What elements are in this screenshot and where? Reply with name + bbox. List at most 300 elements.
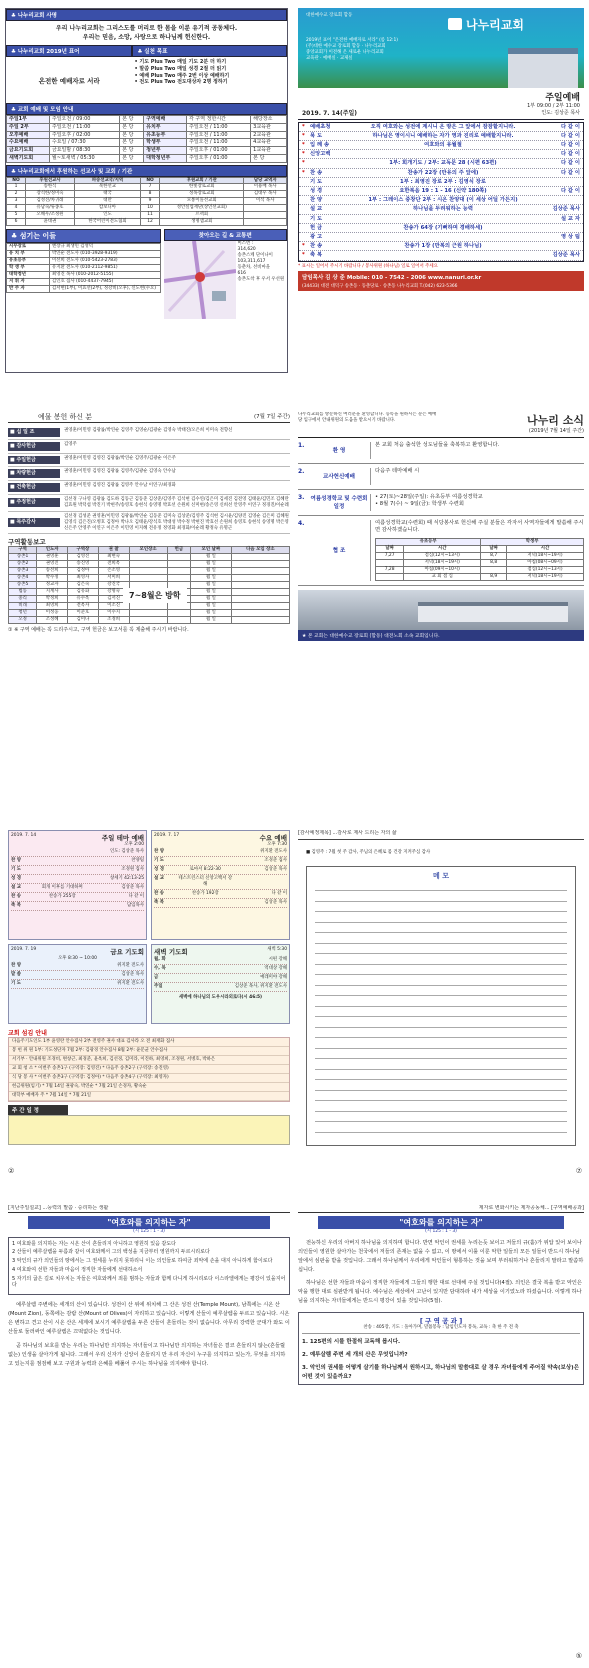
wednesday-box	[151, 830, 290, 940]
bus-line: 103,311,617	[237, 258, 266, 264]
goals-list	[132, 57, 287, 103]
missions-cell: 한빛장로교회	[160, 184, 244, 191]
sunday-date: 2019. 7. 14	[11, 833, 37, 838]
banner-text	[306, 38, 398, 62]
order-item: 기 도	[310, 215, 323, 222]
order-leader: 다 같 이	[560, 141, 580, 148]
missions-cell: 이용배 목사	[244, 184, 287, 191]
worship-cell: 주일1부	[7, 116, 50, 124]
questions-title: [ 구 역 공 과 ]	[419, 1317, 463, 1326]
order-leader: 다 같 이	[560, 123, 580, 130]
worship-cell: 주일오후 / 02:00	[49, 131, 119, 139]
offering-names: 권영훈/이민영 김영진 김광률/박연순 김영주/김광순 이은주	[64, 455, 176, 461]
gu-cell	[231, 582, 289, 589]
service-row	[154, 866, 287, 875]
missions-header-row	[7, 177, 287, 184]
worship-cell: 본 당	[120, 116, 144, 124]
gu-cell: 송촌1	[9, 554, 37, 561]
worship-cell: 본 당	[251, 154, 287, 162]
worship-order-row	[299, 141, 583, 150]
gu-footnote: ① ※ 구역 예배는 꼭 드리주시고, 구역 헌금은 보고서를 꼭 제출해 주시기 바랍니다.	[8, 626, 189, 633]
order-item: 예배초청	[310, 123, 331, 130]
worship-row	[7, 154, 287, 162]
offering-row	[8, 481, 290, 495]
gu-cell	[167, 609, 190, 616]
gu-cell: 월 일	[191, 602, 232, 609]
news-label: 교사헌신예배	[323, 474, 355, 481]
service-cell: 위지환 전도사	[260, 848, 287, 854]
motto-heading: ♣ 나누리교회 2019년 표어	[6, 45, 132, 57]
staff-name: 이선희 전도사 (010-5423-2783)	[49, 257, 160, 264]
gu-cell: 김은숙	[68, 582, 99, 589]
gu-cell: 지계사	[37, 589, 68, 596]
serve-row: 봉 헌 위 원 1부: 기도성단자 7월 2부: 김광경 안수집사 8월 2부: 윤문균 안수집사	[9, 1047, 289, 1056]
missions-cell: 인도	[74, 212, 140, 219]
news-item	[298, 464, 584, 490]
news-body	[370, 520, 584, 581]
service-cell: 기 도	[11, 980, 22, 986]
gu-header-cell: 인도자	[37, 547, 68, 554]
service-cell: 담임목사	[127, 902, 144, 908]
duty-header-row	[376, 546, 584, 553]
questions-sub: 찬송 : 405장, 기도 : 돌아가며, 말씀봉독 : 담임인도자 봉독, 교독 : 축 한 주 전 축	[302, 1325, 580, 1334]
sunday-theme-box	[8, 830, 147, 940]
missions-cell: 생명샘교회	[160, 219, 244, 226]
duty-cell: 7,28	[376, 566, 404, 573]
service-cell	[11, 849, 35, 855]
banner-line: (주)대한 예수교 장로회 합동 · 나누리교회	[306, 43, 386, 49]
memo-line	[315, 1028, 567, 1039]
study-body	[298, 1239, 584, 1307]
scripture-verse: 3 악인의 규가 의인들의 땅에서는 그 권세를 누리지 못하리니 이는 의인들로 하여금 죄악에 손을 대지 아니하게 함이로다	[12, 1258, 273, 1265]
service-cell: 조경준 집사	[264, 857, 287, 863]
duty-cell: 8,8	[481, 559, 507, 566]
bus-label: 버스번 :	[237, 241, 254, 247]
news-num: 3.	[298, 493, 305, 501]
service-row	[11, 971, 144, 980]
worship-cell: 월~토새벽 / 05:30	[49, 154, 119, 162]
missions-header-cell: 담당 교역자	[244, 177, 287, 184]
study-paragraph: 하나님은 선한 자들과 마음이 정직한 자들에게 그들의 행한 대로 선대해 주실 것입니다(4절). 의인은 결국 복을 받고 악인은 악을 행한 대로 심판받게 됩니다. 예수님은 세상에서 고난이 있지만 담대하라 내가 세상을 이기었노라 하셨습니다. 이렇게 하나님을 의지하는 자녀들에게는 반드시 평강이 있을 것입니다(5절).	[298, 1280, 582, 1305]
gu-cell: 법동	[9, 589, 37, 596]
memo-title: 메 모	[433, 871, 449, 880]
worship-row	[7, 123, 287, 131]
service-cell: 찬송가 192장	[191, 890, 219, 896]
service-cell: 찬양팀	[131, 857, 144, 863]
duty-cell: 8,9	[481, 573, 507, 580]
worship-cell: 청년부	[144, 147, 187, 155]
service-cell	[233, 876, 288, 888]
study-paragraph: 전능하신 우리의 아버지 하나님을 의지하며 합니다. 반면 악인이 권세를 누리는듯 보이고 저들의 규(홀)가 위압 있어 보이나 의인들이 영원한 살아가는 천국에서 저들의 존재는 없을 수 없고, 이 땅에서 이룰 이룬 악한 일들의 모든 일들이 반드시 하나님 앞에서 심판을 받을 것입니다. 그래서 하나님께서 우리에게 악인들이 형통하는 것을 보며 부러워하거나 흔들리지 말라고 말씀하십니다.	[298, 1239, 584, 1273]
staff-role: 학 생 부	[7, 264, 50, 271]
gu-cell: 월 일	[191, 589, 232, 596]
gu-cell: 오정	[9, 616, 37, 623]
gu-header-cell: 구역장	[68, 547, 99, 554]
staff-row	[7, 244, 161, 251]
gu-cell: 청년	[9, 609, 37, 616]
staff-row	[7, 271, 161, 278]
worship-cell: 유초등부	[144, 131, 187, 139]
offering-category: ■ 차량헌금	[8, 469, 60, 478]
staff-role: 반 주 자	[7, 285, 50, 292]
worship-order-row	[299, 205, 583, 214]
memo-line	[315, 933, 567, 944]
service-date: 2019. 7. 14(주일)	[302, 109, 358, 117]
news-body	[370, 468, 584, 485]
service-cell: 설 교	[11, 884, 22, 890]
service-cell: 인도: 김상준 목사	[110, 848, 144, 854]
gu-cell: 손소영	[98, 568, 129, 575]
missions-cell: 유남숙/류종호	[26, 205, 75, 212]
page-weekly-services	[8, 830, 290, 1175]
order-mark: *	[302, 252, 305, 259]
missions-cell	[244, 205, 287, 212]
memo-line	[315, 954, 567, 965]
gu-header-cell: 헌금	[167, 547, 190, 554]
sunday-time: 오후 2:00	[124, 842, 144, 847]
missions-cell: 11	[141, 212, 160, 219]
church-logo	[448, 18, 462, 30]
gu-cell: 권영진	[37, 561, 68, 568]
worship-cell: 해당장소	[251, 116, 287, 124]
page-bulletin-cover	[298, 8, 584, 373]
news-num: 4.	[298, 519, 305, 527]
page-number: ②	[8, 1167, 15, 1175]
service-leader: 인도: 김상준 목사	[541, 109, 580, 116]
missions-cell: 장석한/정미숙	[26, 191, 75, 198]
gu-cell: 전희옥	[98, 561, 129, 568]
offering-row	[8, 440, 290, 454]
weekly-schedule-box	[8, 1115, 290, 1145]
service-cell: 위지환 전도사	[117, 980, 144, 986]
order-content: 오직 여호와는 성전에 계시니 온 땅은 그 앞에서 잠잠할지니라.	[370, 123, 516, 130]
sermon-title: "여호와를 의지하는 자"	[28, 1216, 270, 1229]
gu-row	[9, 602, 290, 609]
gu-cell: 송촌2	[9, 561, 37, 568]
worship-order-row	[299, 123, 583, 132]
gu-row	[9, 561, 290, 568]
duty-group: 학생부	[481, 539, 584, 546]
gu-cell: 이소진	[98, 602, 129, 609]
scripture-verse: 4 여호와여 선한 자들과 마음이 정직한 자들에게 선대하소서	[12, 1266, 143, 1273]
service-cell	[178, 849, 233, 855]
memo-line	[315, 986, 567, 997]
offering-row	[8, 495, 290, 512]
service-cell	[178, 858, 233, 864]
study-ref: (시 125 : 1 - 3)	[425, 1228, 457, 1234]
gu-header-cell: 모인 날짜	[191, 547, 232, 554]
gu-cell: 강진국	[98, 582, 129, 589]
goal-item: • 말씀 Plus Two 매일 성경 2절 더 읽기	[134, 65, 227, 72]
worship-order-row	[299, 132, 583, 141]
page-offerings	[8, 412, 290, 767]
gu-cell: 송진영	[68, 561, 99, 568]
worship-cell: 본 당	[120, 154, 144, 162]
worship-cell: 주일오전 / 11:00	[187, 123, 251, 131]
missions-cell: 9	[141, 198, 160, 205]
order-content: 여호와의 유월절	[424, 141, 462, 148]
gu-row	[9, 616, 290, 623]
order-mark	[302, 224, 310, 232]
sermon-heading: [지난주일설교] ...능력의 말씀 · 승리하는 생활	[8, 1205, 290, 1213]
gu-cell: 최현숙	[98, 554, 129, 561]
missions-cell: 한국어린이전도협회	[74, 219, 140, 226]
worship-cell: 수요예배	[7, 139, 50, 147]
news-item	[298, 438, 584, 464]
gu-header-cell: 다음 모임 장소	[231, 547, 289, 554]
service-cell: 김상준 목사	[264, 866, 287, 872]
order-item: 찬 송	[310, 169, 323, 176]
wednesday-title: 수요 예배	[259, 834, 287, 842]
offering-row	[8, 467, 290, 481]
gu-cell	[167, 568, 190, 575]
news-text: 다음주 테마예배 시	[375, 467, 420, 474]
gu-cell: 월 일	[191, 575, 232, 582]
staff-heading: ♣ 섬기는 이들	[6, 229, 161, 243]
order-leader: 다 같 이	[560, 151, 580, 158]
order-mark: *	[302, 160, 305, 167]
gu-cell: 월 일	[191, 596, 232, 603]
offering-category: ■ 십 일 조	[8, 428, 60, 437]
dawn-note: 새벽에 하나님의 도우시라외로다(시 46:5)	[178, 994, 263, 1000]
worship-table	[6, 115, 287, 163]
worship-order-row	[299, 196, 583, 205]
serve-row: 다음주기도인도 1부 윤영란 안수집사 2부 전영주 권사 대표 김사라 오 전 최재화 집사	[9, 1038, 289, 1047]
gu-cell: 정교자	[37, 582, 68, 589]
friday-date: 2019. 7. 19	[11, 947, 37, 952]
worship-cell: 오후예배	[7, 131, 50, 139]
service-cell: 설 교	[154, 875, 165, 881]
gu-cell: 서미희	[98, 575, 129, 582]
memo-line	[315, 996, 567, 1007]
service-cell: 역대상 강해	[264, 965, 287, 971]
study-title: "여호와를 의지하는 자"	[318, 1216, 564, 1229]
order-leader	[534, 178, 580, 186]
gu-cell	[231, 554, 289, 561]
worship-cell: 새벽기도회	[7, 154, 50, 162]
staff-row	[7, 264, 161, 271]
worship-row	[7, 139, 287, 147]
missions-cell: 성목장로교회	[160, 191, 244, 198]
worship-order-row	[299, 159, 583, 168]
offering-category: ■ 목주감사	[8, 518, 60, 527]
gu-cell: 월 일	[191, 568, 232, 575]
duty-cell	[376, 573, 404, 580]
order-mark: *	[302, 169, 305, 176]
service-cell	[35, 903, 90, 909]
gu-cell: 조성혜	[37, 616, 68, 623]
banner-small: 대한예수교 장로회 합동	[306, 13, 353, 18]
missions-header-cell: 후원교회 / 기관	[160, 177, 244, 184]
service-cell: 김상준 목사	[264, 899, 287, 905]
memo-line	[315, 1017, 567, 1028]
worship-row	[7, 116, 287, 124]
order-content	[352, 233, 534, 241]
missions-cell	[244, 219, 287, 226]
gu-cell: 유수옥	[68, 596, 99, 603]
offering-names: 권영훈/이민영 김영진 김광률 김영주/김광순 김영숙 안수남	[64, 469, 176, 475]
staff-name: 유지환 전도사 (010-2112-9851)	[49, 264, 160, 271]
missions-cell: 윤대권	[26, 219, 75, 226]
order-item: 성 경	[310, 187, 323, 194]
missions-cell: 모퉁이돌선교회	[160, 198, 244, 205]
offering-names: 권영훈/이민영 김광률/박연순 김영주 김영순/김광순 김영숙 박태진/오은희 이미숙 전향신	[64, 428, 233, 433]
missions-cell: 르펙회	[160, 212, 244, 219]
staff-name: 최영진 목사 (010-2012-5155)	[49, 271, 160, 278]
news-text: 본 교회 처음 출석한 성도님들을 축복하고 환영합니다.	[375, 441, 500, 448]
gu-cell: 중리	[9, 596, 37, 603]
banner-line: 중앙교회가 이전해 온 새로운 나누리교회	[306, 49, 384, 55]
worship-cell: 본 당	[120, 131, 144, 139]
news-text: 여름성경학교(수련회) 때 식당봉사로 헌신해 주실 분들은 각자서 사역자들에게 말씀해 주시면 감사하겠습니다.	[375, 519, 584, 534]
duty-header-cell: 날짜	[376, 546, 404, 553]
mission-heading: ♣ 나누리교회 사명	[6, 9, 287, 21]
staff-row	[7, 278, 161, 285]
duty-cell: 교 회 점 심	[404, 573, 481, 580]
goal-item: • 예배 Plus Two 매주 2번 이상 예배하기	[134, 72, 230, 79]
staff-table	[6, 243, 161, 293]
missions-cell: 김대우 목사	[244, 191, 287, 198]
gu-cell: 김유화	[68, 589, 99, 596]
gu-cell	[231, 575, 289, 582]
service-cell: 시편 강해	[268, 957, 287, 962]
wednesday-time: 오후 7:30	[267, 842, 287, 847]
gu-cell: 박정희	[37, 596, 68, 603]
news-body	[370, 494, 584, 511]
gu-row	[9, 568, 290, 575]
serve-row: 서기부 · 안내위원 조경비, 변창근, 최경준, 윤옥희, 김선경, 김미라, 이진하, 최영희, 조경원, 서병호, 박하은	[9, 1056, 289, 1065]
gu-cell: 권영훈	[37, 554, 68, 561]
staff-name: 엔장규 최생민 김성덕	[49, 244, 160, 251]
duty-header-cell: 날짜	[481, 546, 507, 553]
memo-line	[315, 1070, 567, 1081]
gu-cell	[231, 616, 289, 623]
gu-cell: 이수지	[98, 609, 129, 616]
order-content: 1부: 회개기도 / 2부: 교독문 28 (시편 63편)	[389, 160, 497, 167]
missions-header-cell: NO	[7, 177, 26, 184]
offering-list	[8, 426, 290, 534]
service-cell: 축 복	[11, 902, 22, 908]
news-footer: ★ 본 교회는 대한예수교 장로회 (합동) 대전노회 소속 교회입니다.	[298, 630, 584, 641]
service-cell: 찬 양	[11, 857, 22, 863]
service-row	[11, 902, 144, 911]
bus-info	[236, 241, 285, 319]
serve-list	[8, 1037, 290, 1102]
missions-table	[6, 177, 287, 227]
missions-cell: 3	[7, 198, 26, 205]
duty-cell: 7,27	[376, 552, 404, 559]
service-row	[11, 962, 144, 971]
news-photo	[298, 590, 584, 630]
duty-cell: 저녁(18시~19시)	[404, 559, 481, 566]
worship-order-row	[299, 251, 583, 260]
gu-cell	[231, 596, 289, 603]
service-cell: 월, 화	[154, 957, 166, 962]
order-mark	[302, 205, 310, 213]
worship-cell: 수요일 / 07:30	[49, 139, 119, 147]
missions-cell: 오해우/조정원	[26, 212, 75, 219]
missions-cell: 7	[141, 184, 160, 191]
news-body	[370, 442, 584, 459]
worship-cell: 금요일밤 / 08:30	[49, 147, 119, 155]
duty-cell: 점심(12시~13시)	[507, 566, 584, 573]
staff-row	[7, 257, 161, 264]
gu-header-cell: 구역	[9, 547, 37, 554]
gu-cell: 박수정	[37, 575, 68, 582]
order-content	[352, 215, 534, 223]
memo-line	[315, 912, 567, 923]
service-cell: 예레미야 강해	[260, 974, 287, 980]
service-row	[154, 956, 287, 965]
worship-cell: 주일오전 / 09:00	[49, 116, 119, 124]
staff-role: 유 치 부	[7, 251, 50, 258]
banner-title: 나누리교회	[466, 18, 524, 32]
worship-order-row	[299, 242, 583, 251]
goal-item: • 기도 Plus Two 매일 기도 2분 더 하기	[134, 59, 227, 65]
worship-cell: 본 당	[120, 147, 144, 155]
gu-header-cell: 모인장소	[129, 547, 167, 554]
service-row	[154, 848, 287, 857]
offering-category: ■ 주정헌금	[8, 498, 60, 507]
missions-row	[7, 219, 287, 226]
service-row	[154, 857, 287, 866]
news-label: 환 영	[332, 448, 346, 455]
service-cell: 위지환 전도사	[117, 962, 144, 968]
worship-cell: 유치부	[144, 123, 187, 131]
order-item: 축 복	[310, 252, 323, 259]
news-week: (2019년 7월 14일 주간)	[528, 428, 584, 434]
missions-cell	[244, 212, 287, 219]
gu-header-row	[9, 547, 290, 554]
service-times: 1부 09:00 / 2부 11:00	[527, 103, 580, 109]
missions-cell: 김성진/차귀례	[26, 198, 75, 205]
order-mark: *	[302, 123, 305, 130]
memo-line	[315, 1101, 567, 1112]
gu-cell: 김서진	[98, 596, 129, 603]
worship-cell: 주일오전 / 11:00	[187, 131, 251, 139]
page-number: ⑤	[575, 1652, 582, 1660]
memo-line	[315, 1122, 567, 1133]
memo-line	[315, 1091, 567, 1102]
duty-cell: 아침(09시~10시)	[404, 566, 481, 573]
missions-cell: 태국	[74, 191, 140, 198]
missions-cell: 이석 목사	[244, 198, 287, 205]
gu-row	[9, 554, 290, 561]
service-title: 주일예배	[545, 93, 580, 103]
order-content	[352, 150, 534, 158]
order-mark	[302, 187, 310, 195]
serve-row: 교 회 청 소 * 이번주 송촌1구 (구역장: 김영진) * 다음주 송촌2구 (구역장: 송진영)	[9, 1065, 289, 1074]
gu-cell	[129, 616, 167, 623]
page-cell-study	[298, 1205, 584, 1660]
gu-cell	[129, 609, 167, 616]
gu-cell: 송촌5	[9, 582, 37, 589]
gu-cell: 월 일	[191, 561, 232, 568]
sermon-points	[8, 1237, 290, 1296]
service-row	[154, 965, 287, 974]
news-text: • 27(토)~28일(주일): 유초등부 여름성경학교 • 8월 7(수) ~ 9일(금): 학생부 수련회	[375, 493, 483, 508]
missions-cell: 성안실업재단(상인선교회)	[160, 205, 244, 212]
duty-row	[376, 552, 584, 559]
order-content: 찬송가 1장 (만복의 근원 하나님)	[404, 243, 482, 250]
welcome-intro: 나누리교회를 방문하신 여러분을 환영합니다. 등록을 원하시는 분은 예배당 입구에서 안내위원의 도움을 받으시기 바랍니다.	[298, 412, 437, 423]
vacation-note: 7~8월은 방학	[123, 588, 187, 603]
serve-row: 식 당 봉 사 * 이번주 송촌3구 (구역장: 김정아) * 다음주 송촌4구 (구역장: 최영자)	[9, 1074, 289, 1083]
missions-row	[7, 205, 287, 212]
worship-order-row	[299, 215, 583, 224]
map-image	[164, 241, 236, 319]
service-cell: 찬 송	[154, 890, 165, 896]
